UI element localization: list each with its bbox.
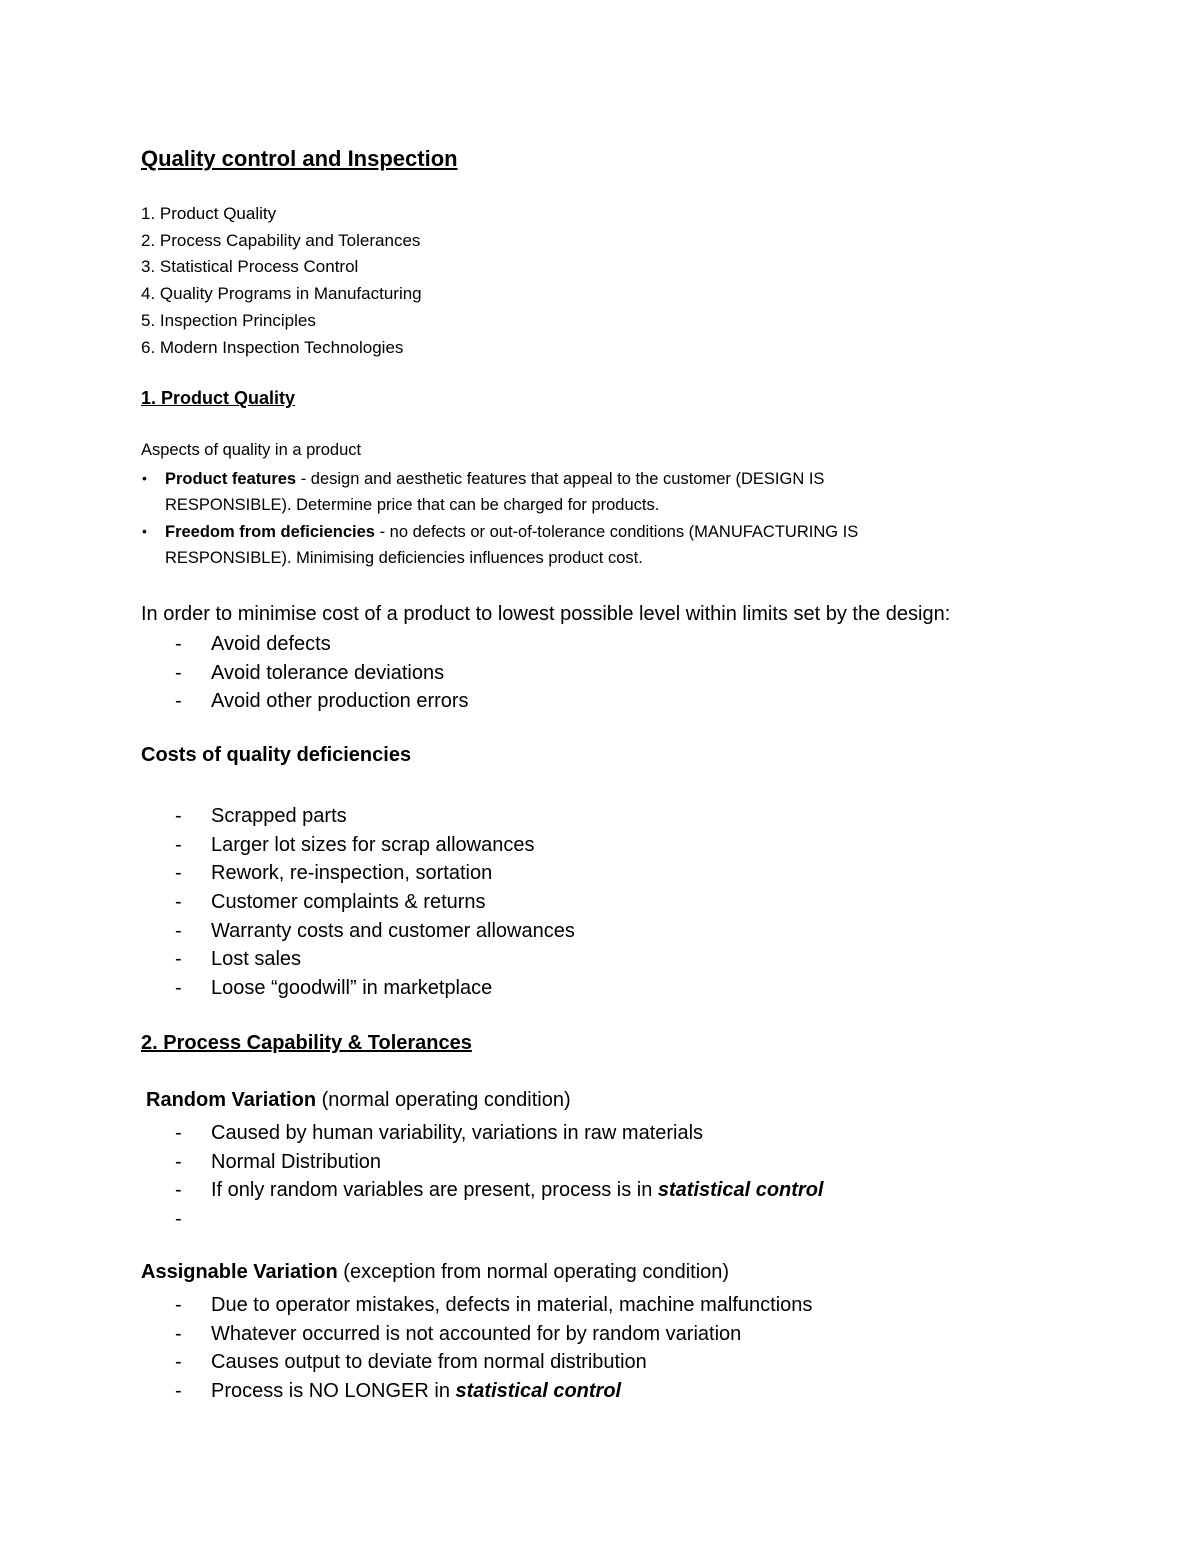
list-item-text: Whatever occurred is not accounted for by random variation	[211, 1322, 742, 1345]
bullet-text-continued: RESPONSIBLE). Minimising deficiencies influences product cost.	[165, 549, 643, 567]
random-variation-heading	[146, 1089, 571, 1112]
bullet-term: Freedom from deficiencies	[165, 523, 375, 541]
list-item-text: Rework, re-inspection, sortation	[211, 862, 493, 885]
dash-marker: -	[175, 1294, 182, 1316]
dash-marker: -	[175, 919, 182, 942]
emphasis-text: statistical control	[455, 1380, 622, 1403]
list-item-text	[211, 1176, 823, 1205]
bullet-text: - no defects or out-of-tolerance conditions (MANUFACTURING IS	[374, 523, 859, 541]
bullet-item	[165, 519, 858, 571]
bullet-term: Product features	[165, 470, 297, 488]
toc-item: 5. Inspection Principles	[141, 310, 316, 330]
dash-marker: -	[175, 1380, 182, 1403]
toc-item: 1. Product Quality	[141, 204, 277, 223]
bullet-marker: •	[142, 523, 147, 539]
aspects-intro: Aspects of quality in a product	[141, 441, 362, 459]
bullet-marker: •	[142, 470, 147, 486]
toc-item: 3. Statistical Process Control	[141, 257, 359, 277]
dash-marker: -	[175, 1122, 182, 1144]
list-item-text: Normal Distribution	[211, 1150, 382, 1173]
list-item-text-prefix: Process is NO LONGER in	[211, 1380, 456, 1403]
minimise-intro: In order to minimise cost of a product to lowest possible level within limits set by the design:	[141, 603, 951, 625]
bullet-text-continued: RESPONSIBLE). Determine price that can be charged for products.	[165, 496, 660, 514]
dash-marker: -	[175, 805, 182, 827]
document-title: Quality control and Inspection	[141, 146, 458, 171]
assignable-variation-heading	[141, 1261, 729, 1284]
list-item-text: Avoid tolerance deviations	[211, 661, 445, 684]
bullet-item	[165, 466, 824, 518]
dash-marker: -	[175, 862, 182, 885]
list-item-text: Caused by human variability, variations in raw materials	[211, 1122, 704, 1144]
toc-item: 4. Quality Programs in Manufacturing	[141, 284, 422, 304]
list-item-text: Larger lot sizes for scrap allowances	[211, 833, 535, 856]
dash-marker: -	[175, 1179, 182, 1202]
list-item-text: Avoid defects	[211, 633, 331, 655]
dash-marker: -	[175, 1322, 182, 1345]
list-item-text: Scrapped parts	[211, 805, 347, 827]
dash-marker: -	[175, 1351, 182, 1374]
assignable-variation-desc: (exception from normal operating condition)	[337, 1261, 730, 1283]
list-item-text: Loose “goodwill” in marketplace	[211, 977, 493, 1000]
assignable-variation-term: Assignable Variation	[141, 1261, 338, 1283]
list-item-text: Avoid other production errors	[211, 690, 469, 713]
list-item-text: Warranty costs and customer allowances	[211, 919, 575, 942]
emphasis-text: statistical control	[657, 1179, 824, 1202]
list-item-text: Lost sales	[211, 948, 302, 971]
dash-marker: -	[175, 1150, 182, 1173]
dash-marker: -	[175, 977, 182, 1000]
random-variation-term: Random Variation	[146, 1089, 317, 1111]
dash-marker: -	[175, 948, 182, 971]
dash-marker: -	[175, 661, 182, 684]
list-item-text: Customer complaints & returns	[211, 891, 486, 914]
dash-marker: -	[175, 690, 182, 713]
section-1-heading: 1. Product Quality	[141, 388, 296, 408]
list-item-text-prefix: If only random variables are present, process is in	[211, 1179, 658, 1202]
random-variation-desc: (normal operating condition)	[316, 1089, 571, 1111]
toc-item: 6. Modern Inspection Technologies	[141, 337, 404, 357]
toc-item: 2. Process Capability and Tolerances	[141, 230, 421, 250]
dash-marker: -	[175, 633, 182, 655]
bullet-text: - design and aesthetic features that appeal to the customer (DESIGN IS	[296, 470, 825, 488]
costs-heading: Costs of quality deficiencies	[141, 744, 412, 766]
list-item-text	[211, 1377, 621, 1406]
list-item-text: Due to operator mistakes, defects in material, machine malfunctions	[211, 1294, 813, 1316]
dash-marker: -	[175, 891, 182, 914]
dash-marker: -	[175, 833, 182, 856]
list-item-text: Causes output to deviate from normal distribution	[211, 1351, 647, 1374]
dash-marker: -	[175, 1208, 182, 1231]
table-of-contents	[141, 201, 422, 361]
section-2-heading: 2. Process Capability & Tolerances	[141, 1032, 472, 1054]
